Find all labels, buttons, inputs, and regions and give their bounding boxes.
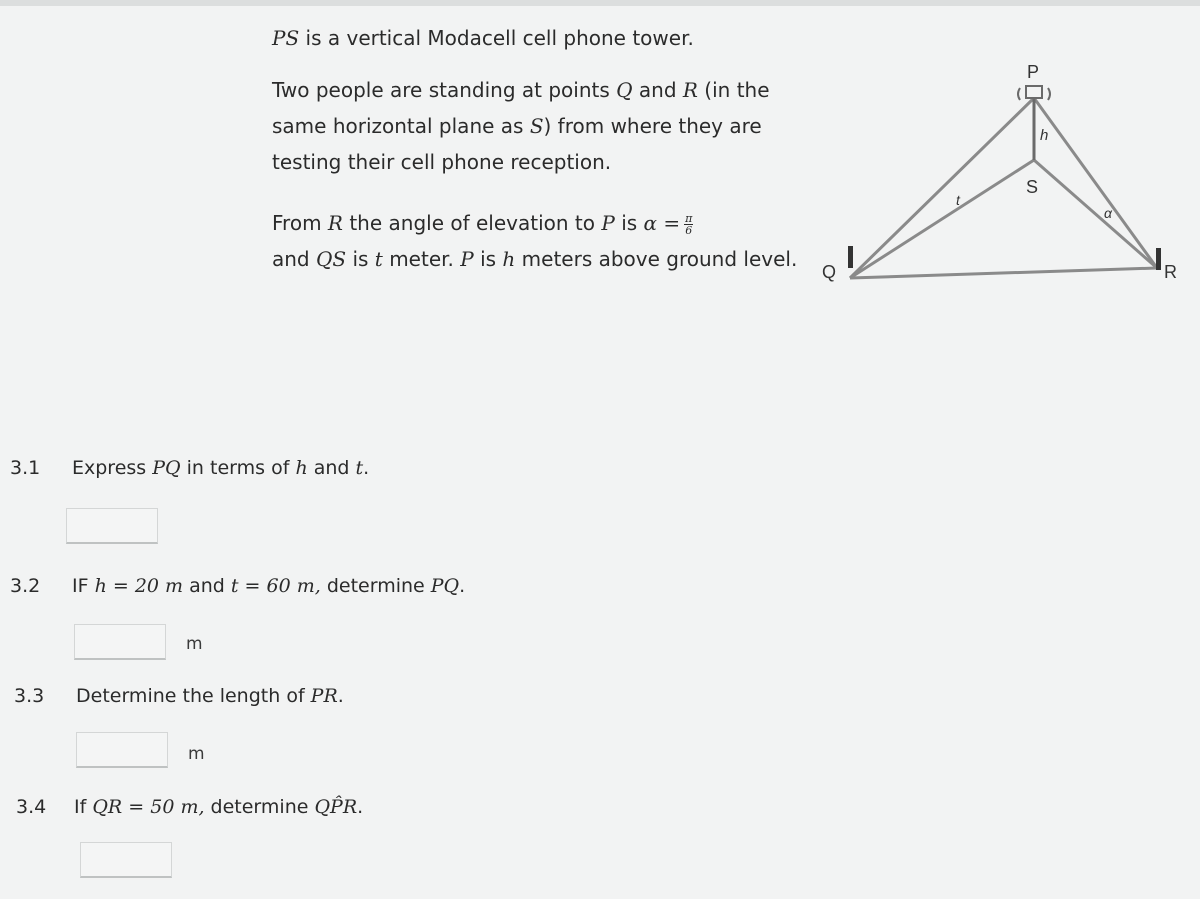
- math-variable: R: [682, 78, 698, 102]
- tower-diagram: [812, 50, 1200, 300]
- text-segment: and: [632, 78, 683, 102]
- question-3-3: 3.3 Determine the length of PR.: [14, 685, 344, 707]
- label-h: h: [1040, 127, 1049, 144]
- intro-paragraph-3: [272, 205, 802, 277]
- person-q-icon: [848, 246, 853, 268]
- intro-para-3-line-2: and QS is t meter. P is h meters above ground level.: [272, 247, 798, 271]
- person-r-icon: [1156, 248, 1161, 270]
- label-alpha: α: [1104, 205, 1112, 221]
- tower-top-icon: [1018, 86, 1050, 100]
- line-QR: [850, 268, 1157, 278]
- label-R: R: [1164, 262, 1177, 282]
- line-QP: [850, 98, 1034, 278]
- fraction: $\frac{\pi}{6}$: [685, 212, 693, 237]
- label-S: S: [1026, 177, 1039, 197]
- problem-statement: [272, 20, 812, 56]
- intro-line-1: PS is a vertical Modacell cell phone tower.: [272, 26, 694, 50]
- tower-diagram-svg: [812, 50, 1200, 300]
- line-PR: [1034, 98, 1157, 268]
- intro-paragraph-2: [272, 72, 792, 180]
- unit-label-3-3: m: [188, 744, 205, 764]
- line-SR: [1034, 160, 1157, 268]
- label-P: P: [1027, 62, 1040, 82]
- line-QS: [850, 160, 1034, 278]
- label-t: t: [956, 192, 960, 208]
- unit-label-3-2: m: [186, 634, 203, 654]
- text-segment: ) from where they are testing their cell phone reception.: [272, 114, 762, 174]
- math-variable: Q: [616, 78, 633, 102]
- question-3-1: 3.1 Express PQ in terms of h and t.: [10, 457, 370, 479]
- answer-input-3-3[interactable]: [76, 732, 168, 768]
- intro-para-3-line-1: From R the angle of elevation to P is α = $\frac{\pi}{6}$: [272, 211, 693, 237]
- question-3-2: 3.2 IF h = 20 m and t = 60 m, determine PQ.: [10, 575, 466, 597]
- intro-para-2-text: [272, 72, 792, 180]
- top-edge: [0, 0, 1200, 6]
- math-variable: S: [529, 114, 544, 138]
- label-Q: Q: [822, 262, 837, 282]
- text-segment: (in the same horizontal plane as: [272, 78, 770, 138]
- answer-input-3-4[interactable]: [80, 842, 172, 878]
- answer-input-3-1[interactable]: [66, 508, 158, 544]
- answer-input-3-2[interactable]: [74, 624, 166, 660]
- question-3-4: 3.4 If QR = 50 m, determine QP̂R.: [16, 796, 364, 818]
- text-segment: Two people are standing at points: [272, 78, 617, 102]
